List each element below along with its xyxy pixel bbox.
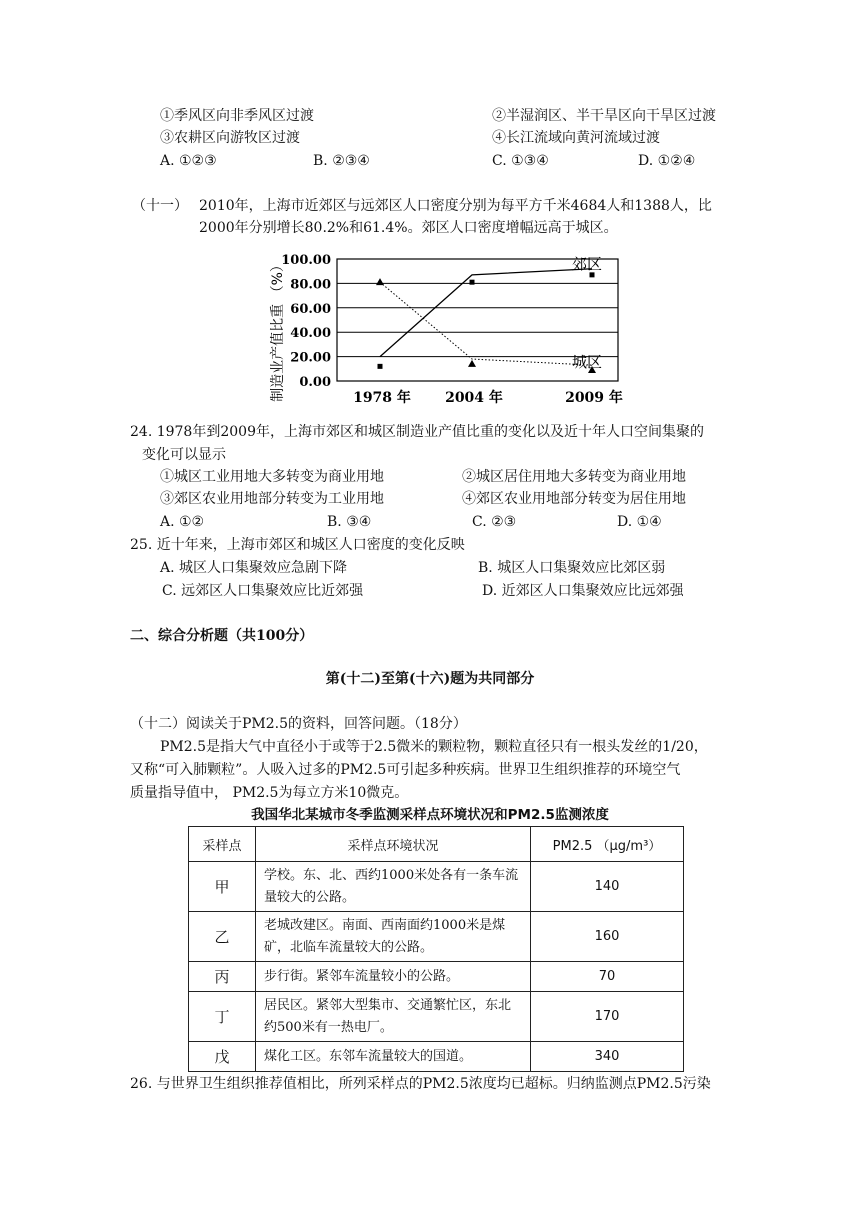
section11-line2: 2000年分别增长80.2%和61.4%。郊区人口密度增幅远高于城区。 [199,220,618,236]
q25-stem: 25. 近十年来，上海市郊区和城区人口密度的变化反映 [130,537,465,553]
table-cell-pm25: 160 [531,912,684,962]
q24-option-3: ③郊区农业用地部分转变为工业用地 [160,491,384,507]
table-cell-site: 丁 [189,992,256,1042]
chart-y-tick-label: 60.00 [290,301,331,317]
common-section-title: 第(十二)至第(十六)题为共同部分 [325,671,535,687]
table-caption: 我国华北某城市冬季监测采样点环境状况和PM2.5监测浓度 [251,807,609,823]
section12-para-line2: 又称“可入肺颗粒”。人吸入过多的PM2.5可引起多种疾病。世界卫生组织推荐的环境空气 [130,762,681,778]
table-cell-pm25: 340 [531,1042,684,1072]
chart-y-ticks [281,253,331,390]
chart-point [376,278,384,285]
chart-y-tick-label: 40.00 [290,326,331,342]
table-header-pm25: PM2.5 （μg/m³） [531,827,684,862]
table-header-environment: 采样点环境状况 [256,827,531,862]
q24-choice-b: B. ③④ [327,514,372,530]
chart-point [470,280,475,285]
table-cell-site: 戊 [189,1042,256,1072]
table-cell-site: 丙 [189,962,256,992]
q24-stem-line2: 变化可以显示 [142,447,226,463]
q25-choice-d: D. 近郊区人口集聚效应比远郊强 [482,583,684,599]
q23-option-3: ③农耕区向游牧区过渡 [160,130,300,146]
chart-x-tick-label: 2004 年 [445,390,503,406]
table-cell-environment: 居民区。紧邻大型集市、交通繁忙区，东北约500米有一热电厂。 [256,992,531,1042]
q23-choice-a: A. ①②③ [160,153,217,169]
chart-series-line [380,269,592,357]
q24-choice-d: D. ①④ [617,514,662,530]
chart-point [590,272,595,277]
section12-para-line3: 质量指导值中， PM2.5为每立方米10微克。 [130,785,409,801]
chart-y-tick-label: 100.00 [281,253,331,268]
q24-option-2: ②城区居住用地大多转变为商业用地 [462,469,686,485]
manufacturing-share-chart [262,250,634,418]
chart-point [468,360,476,367]
chart-x-ticks [353,389,623,406]
section12-para-line1: PM2.5是指大气中直径小于或等于2.5微米的颗粒物，颗粒直径只有一根头发丝的1/20， [160,739,708,755]
pm25-table [188,826,684,1072]
section11-label: （十一） [132,198,188,214]
table-cell-site: 乙 [189,912,256,962]
table-row [189,1042,684,1072]
chart-series-label: 郊区 [572,254,603,273]
table-header-row [189,827,684,862]
q24-option-1: ①城区工业用地大多转变为商业用地 [160,469,384,485]
q23-choice-c: C. ①③④ [492,153,549,169]
table-row [189,912,684,962]
chart-y-tick-label: 80.00 [290,277,331,293]
chart-series-line [380,282,592,365]
q24-choice-a: A. ①② [160,514,205,530]
chart-point [378,364,383,369]
q25-choice-b: B. 城区人口集聚效应比郊区弱 [478,560,666,576]
q23-option-4: ④长江流域向黄河流域过渡 [492,130,660,146]
q23-option-2: ②半湿润区、半干旱区向干旱区过渡 [492,108,716,124]
table-cell-environment: 学校。东、北、西约1000米处各有一条车流量较大的公路。 [256,862,531,912]
q24-choice-c: C. ②③ [472,514,517,530]
table-cell-site: 甲 [189,862,256,912]
table-cell-pm25: 170 [531,992,684,1042]
table-cell-environment: 步行街。紧邻车流量较小的公路。 [256,962,531,992]
table-cell-pm25: 140 [531,862,684,912]
table-cell-pm25: 70 [531,962,684,992]
table-row [189,992,684,1042]
q24-stem-line1: 24. 1978年到2009年，上海市郊区和城区制造业产值比重的变化以及近十年人口空间集聚的 [130,424,704,440]
chart-x-tick-label: 2009 年 [565,390,623,406]
table-row [189,962,684,992]
chart-y-tick-label: 20.00 [290,350,331,366]
q24-option-4: ④郊区农业用地部分转变为居住用地 [462,491,686,507]
table-row [189,862,684,912]
chart-series-labels [572,255,602,371]
table-cell-environment: 煤化工区。东邻车流量较大的国道。 [256,1042,531,1072]
chart-x-tick-label: 1978 年 [353,390,411,406]
chart-y-axis-label: 制造业产值比重 （%） [270,258,286,402]
q23-choice-b: B. ②③④ [313,153,370,169]
table-header-site: 采样点 [189,827,256,862]
chart-points [376,272,596,373]
q26-stem: 26. 与世界卫生组织推荐值相比，所列采样点的PM2.5浓度均已超标。归纳监测点PM2.5污染 [130,1076,711,1092]
section12-heading: （十二）阅读关于PM2.5的资料，回答问题。（18分） [130,716,467,732]
chart-y-tick-label: 0.00 [299,375,331,390]
section11-line1: 2010年，上海市近郊区与远郊区人口密度分别为每平方千米4684人和1388人，比 [199,198,712,214]
table-cell-environment: 老城改建区。南面、西南面约1000米是煤矿，北临车流量较大的公路。 [256,912,531,962]
q23-choice-d: D. ①②④ [638,153,696,169]
part2-title: 二、综合分析题（共100分） [130,628,314,644]
chart-series-label: 城区 [572,353,603,372]
q23-option-1: ①季风区向非季风区过渡 [160,108,314,124]
q25-choice-a: A. 城区人口集聚效应急剧下降 [160,560,348,576]
q25-choice-c: C. 远郊区人口集聚效应比近郊强 [162,583,364,599]
